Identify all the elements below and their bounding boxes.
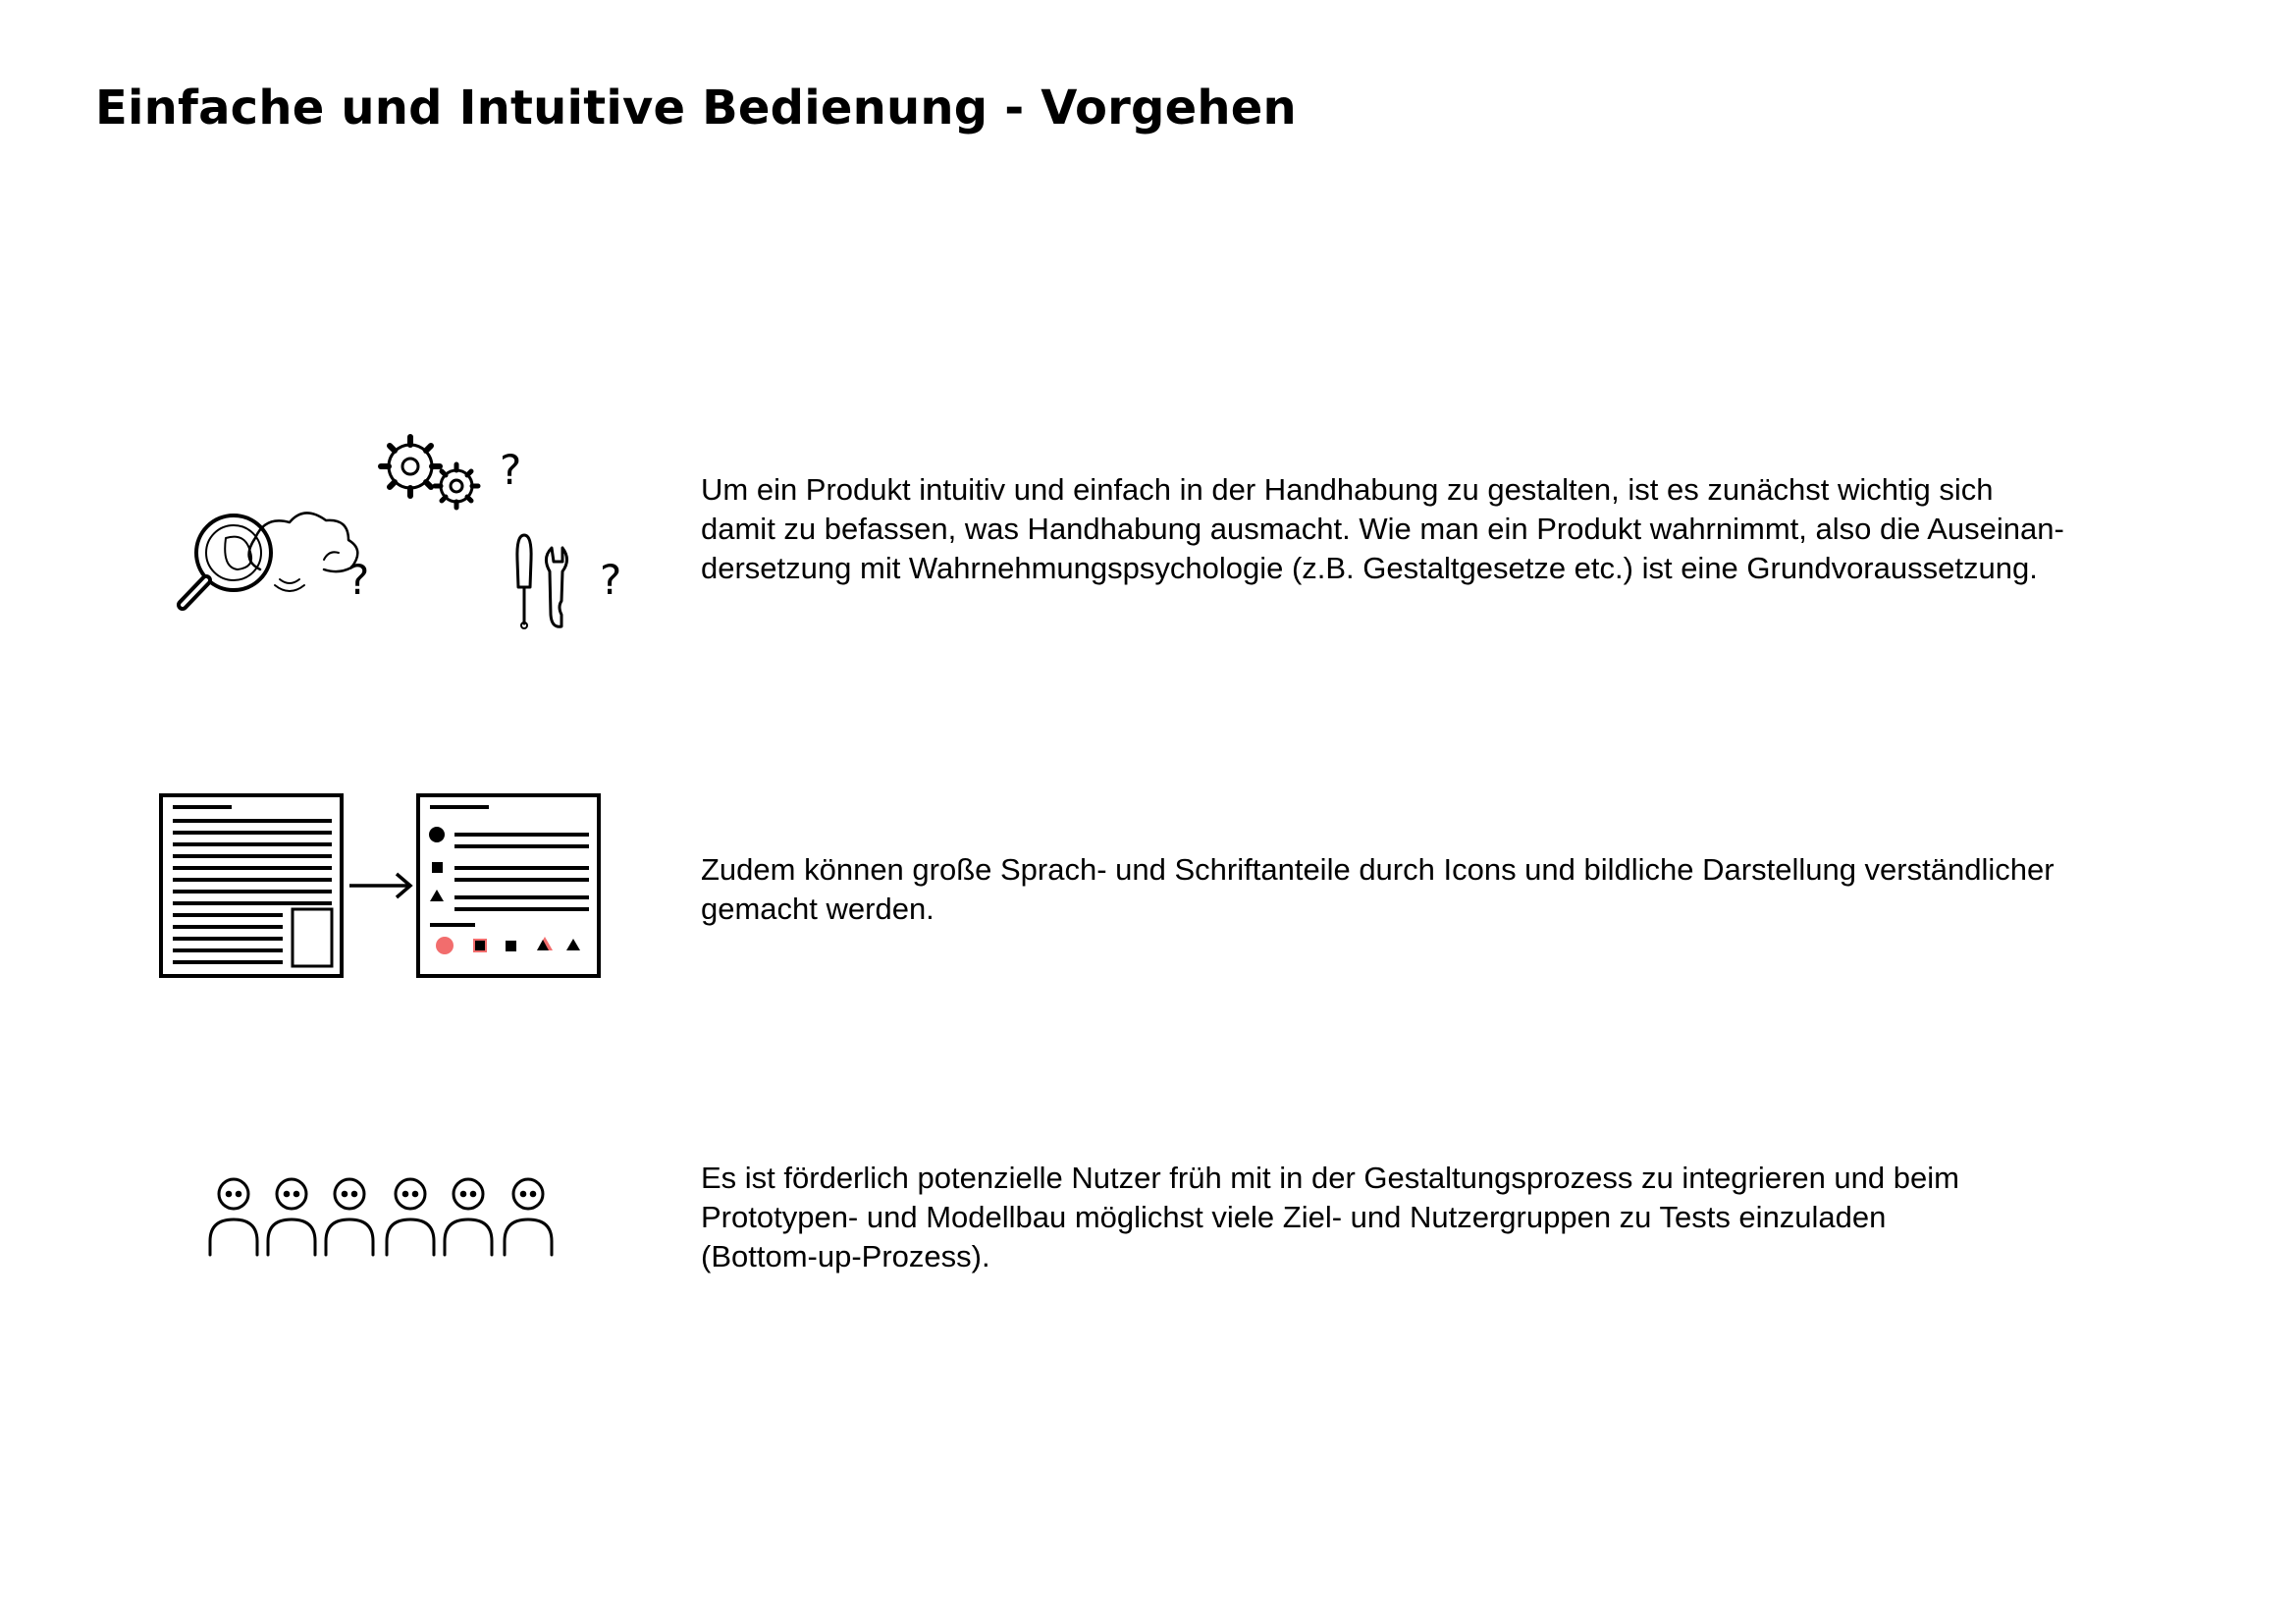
cloud-icon [249, 513, 358, 571]
page-title: Einfache und Intuitive Bedienung - Vorgehen [95, 81, 1297, 135]
person-icon [505, 1179, 552, 1255]
magnifier-icon [183, 515, 271, 605]
person-icon [387, 1179, 434, 1255]
gear-icon [381, 437, 440, 496]
section-1-text [701, 470, 2114, 588]
wrench-icon [546, 548, 566, 626]
paragraph-line: Es ist förderlich potenzielle Nutzer früh mit in der Gestaltungsprozess zu integrieren und beim [701, 1161, 1959, 1195]
question-mark-text: ? [347, 556, 370, 604]
paragraph-line: Prototypen- und Modellbau möglichst viele Ziel- und Nutzergruppen zu Tests einzuladen [701, 1200, 1887, 1234]
question-mark-text: ? [600, 556, 622, 604]
question-mark-text: ? [500, 446, 522, 494]
paragraph-line: (Bottom-up-Prozess). [701, 1239, 990, 1273]
gear-icon [435, 464, 478, 508]
user-group-icon [206, 1174, 569, 1263]
arrow-right-icon [349, 874, 410, 897]
section-3-text [701, 1159, 2114, 1276]
person-icon [445, 1179, 492, 1255]
paragraph-line: gemacht werden. [701, 892, 934, 926]
text-to-icons-icon [157, 793, 609, 980]
text-document-icon [161, 795, 342, 976]
person-icon [210, 1179, 257, 1255]
paragraph-line: Um ein Produkt intuitiv und einfach in der Handhabung zu gestalten, ist es zunächst wichtig sich [701, 472, 1994, 507]
icon-document-icon [418, 795, 599, 976]
person-icon [268, 1179, 315, 1255]
perception-icon [157, 422, 648, 648]
paragraph-line: Zudem können große Sprach- und Schriftanteile durch Icons und bildliche Darstellung verständlicher [701, 852, 2055, 887]
paragraph-line: dersetzung mit Wahrnehmungspsychologie (z.B. Gestaltgesetze etc.) ist eine Grundvoraussetzung. [701, 551, 2038, 585]
section-2-text [701, 850, 2114, 929]
paragraph-line: damit zu befassen, was Handhabung ausmacht. Wie man ein Produkt wahrnimmt, also die Auseinan- [701, 512, 2064, 546]
person-icon [326, 1179, 373, 1255]
screwdriver-icon [517, 535, 531, 628]
